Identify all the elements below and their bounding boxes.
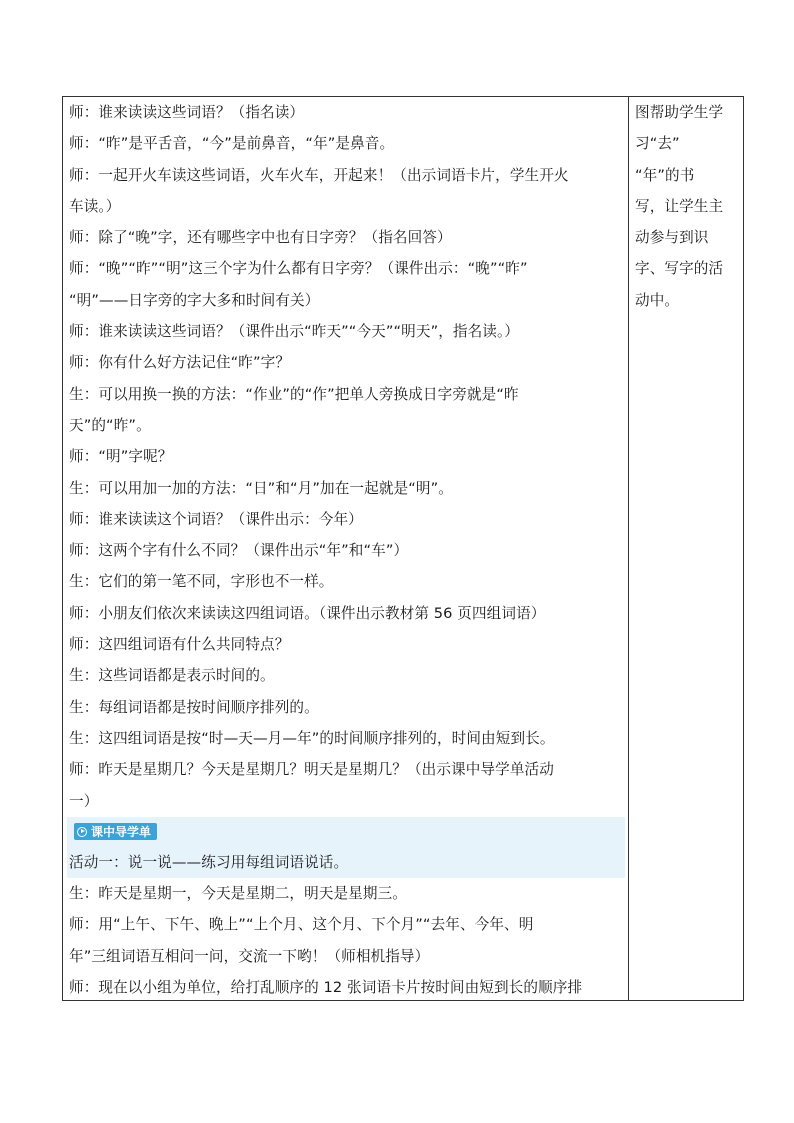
main-text-top bbox=[69, 97, 625, 817]
side-note-line: 字、写字的活 bbox=[635, 260, 724, 278]
text-line: 师：昨天是星期几？今天是星期几？明天是星期几？（出示课中导学单活动 bbox=[69, 761, 554, 779]
text-line: 生：这四组词语是按“时—天—月—年”的时间顺序排列的，时间由短到长。 bbox=[69, 729, 555, 747]
guide-sheet-block bbox=[67, 817, 625, 878]
text-line: 师：这四组词语有什么共同特点？ bbox=[69, 636, 290, 654]
side-note-line: 动参与到识 bbox=[635, 229, 709, 247]
side-note-line: 习“去” bbox=[635, 135, 680, 153]
main-text-bottom bbox=[69, 878, 625, 1003]
text-line: 师：小朋友们依次来读读这四组词语。（课件出示教材第 56 页四组词语） bbox=[69, 604, 546, 622]
text-line: “明”——日字旁的字大多和时间有关） bbox=[69, 291, 320, 309]
text-line: 师：除了“晚”字，还有哪些字中也有日字旁？（指名回答） bbox=[69, 229, 452, 247]
text-line: 师：谁来读读这个词语？（课件出示：今年） bbox=[69, 510, 363, 528]
text-line: 师：“晚”“昨”“明”这三个字为什么都有日字旁？（课件出示：“晚”“昨” bbox=[69, 260, 528, 278]
text-line: 师：你有什么好方法记住“昨”字？ bbox=[69, 354, 291, 372]
text-line: 师：“明”字呢？ bbox=[69, 448, 173, 466]
text-line: 师：谁来读读这些词语？（指名读） bbox=[69, 104, 305, 121]
column-divider bbox=[628, 97, 629, 1000]
side-note-line: 图帮助学生学 bbox=[635, 104, 724, 121]
text-line: 师：现在以小组为单位，给打乱顺序的 12 张词语卡片按时间由短到长的顺序排 bbox=[69, 979, 583, 997]
text-line: 年”三组词语互相问一问，交流一下哟！（师相机指导） bbox=[69, 947, 430, 965]
guide-sheet-header bbox=[67, 817, 625, 847]
side-note-line: 动中。 bbox=[635, 291, 680, 309]
text-line: 车读。） bbox=[69, 197, 121, 215]
text-line: 一） bbox=[69, 792, 99, 810]
side-note-column bbox=[635, 97, 737, 316]
play-circle-icon bbox=[77, 827, 87, 837]
side-note-line: “年”的书 bbox=[635, 166, 695, 184]
text-line: 师：这两个字有什么不同？（课件出示“年”和“车”） bbox=[69, 542, 409, 560]
text-line: 生：可以用加一加的方法：“日”和“月”加在一起就是“明”。 bbox=[69, 479, 453, 497]
text-line: 师：“昨”是平舌音，“今”是前鼻音，“年”是鼻音。 bbox=[69, 135, 395, 153]
lesson-table bbox=[62, 96, 744, 1001]
guide-sheet-badge-label: 课中导学单 bbox=[91, 825, 152, 840]
text-line: 生：这些词语都是表示时间的。 bbox=[69, 667, 275, 685]
text-line: 生：它们的第一笔不同，字形也不一样。 bbox=[69, 573, 334, 591]
text-line: 师：谁来读读这些词语？（课件出示“昨天”“今天”“明天”，指名读。） bbox=[69, 323, 520, 341]
text-line: 生：昨天是星期一，今天是星期二，明天是星期三。 bbox=[69, 885, 407, 903]
text-line: 师：用“上午、下午、晚上”“上个月、这个月、下个月”“去年、今年、明 bbox=[69, 916, 534, 934]
main-column bbox=[69, 97, 625, 1003]
text-line: 天”的“昨”。 bbox=[69, 416, 151, 434]
activity-line: 活动一：说一说——练习用每组词语说话。 bbox=[69, 853, 349, 871]
guide-sheet-badge bbox=[74, 823, 157, 840]
text-line: 生：每组词语都是按时间顺序排列的。 bbox=[69, 698, 319, 716]
text-line: 生：可以用换一换的方法：“作业”的“作”把单人旁换成日字旁就是“昨 bbox=[69, 385, 519, 403]
text-line: 师：一起开火车读这些词语，火车火车，开起来！（出示词语卡片，学生开火 bbox=[69, 166, 569, 184]
side-note-line: 写，让学生主 bbox=[635, 197, 724, 215]
